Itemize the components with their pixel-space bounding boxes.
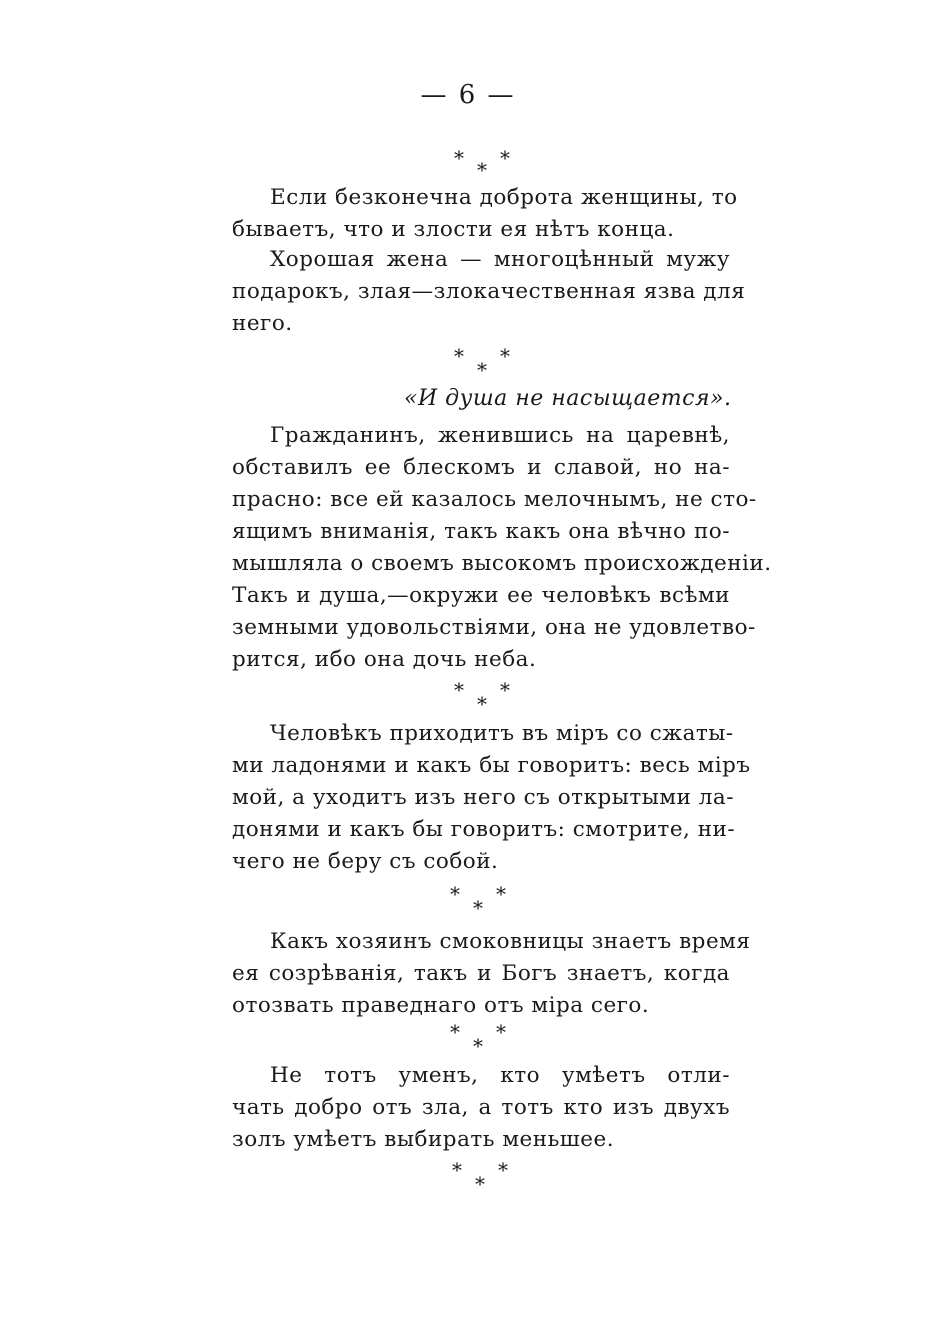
asterism-separator	[0, 346, 936, 386]
text-line: Хорошая жена — многоцѣнный мужу	[270, 247, 730, 272]
paragraph-6	[232, 1060, 730, 1156]
text-line: подарокъ, злая—злокачественная язва для	[232, 279, 746, 304]
text-line: ея созрѣванія, такъ и Богъ знаетъ, когда	[232, 961, 730, 986]
page-number: — 6 —	[420, 80, 516, 110]
text-line: прасно: все ей казалось мелочнымъ, не сто-	[232, 487, 757, 512]
text-line: обставилъ ее блескомъ и славой, но на-	[232, 455, 730, 480]
asterisk: *	[473, 896, 483, 920]
asterisk: *	[477, 358, 487, 382]
paragraph-5	[232, 926, 751, 1022]
asterisk: *	[450, 1020, 460, 1044]
asterism-separator	[0, 1022, 936, 1062]
text-line: Человѣкъ приходитъ въ міръ со сжаты-	[270, 721, 734, 746]
asterisk: *	[477, 692, 487, 716]
text-line: рится, ибо она дочь неба.	[232, 647, 537, 672]
text-line: мой, а уходитъ изъ него съ открытыми ла-	[232, 785, 735, 810]
text-line: Гражданинъ, женившись на царевнѣ,	[270, 423, 730, 448]
asterism-separator	[0, 1160, 936, 1200]
text-line: бываетъ, что и злости ея нѣтъ конца.	[232, 217, 675, 242]
text-line: Какъ хозяинъ смоковницы знаетъ время	[270, 929, 751, 954]
asterisk: *	[450, 882, 460, 906]
asterisk: *	[500, 344, 510, 368]
text-line: золъ умѣетъ выбирать меньшее.	[232, 1127, 615, 1152]
asterisk: *	[454, 146, 464, 170]
text-line: земными удовольствіями, она не удовлетво-	[232, 615, 756, 640]
asterisk: *	[454, 344, 464, 368]
asterisk: *	[473, 1034, 483, 1058]
asterisk: *	[496, 882, 506, 906]
text-line: отозвать праведнаго отъ міра сего.	[232, 993, 650, 1018]
text-line: донями и какъ бы говоритъ: смотрите, ни-	[232, 817, 736, 842]
text-line: ми ладонями и какъ бы говоритъ: весь міръ	[232, 753, 751, 778]
asterisk: *	[452, 1158, 462, 1182]
asterisk: *	[496, 1020, 506, 1044]
text-line: него.	[232, 311, 293, 336]
paragraph-1	[232, 182, 738, 246]
asterism-separator	[0, 884, 936, 924]
paragraph-4	[232, 718, 751, 878]
text-line: чего не беру съ собой.	[232, 849, 499, 874]
section-title: «И душа не насыщается».	[404, 386, 732, 411]
asterisk: *	[498, 1158, 508, 1182]
text-line: Если безконечна доброта женщины, то	[270, 185, 738, 210]
text-line: ящимъ вниманія, такъ какъ она вѣчно по-	[232, 519, 730, 544]
asterisk: *	[475, 1172, 485, 1196]
asterisk: *	[477, 158, 487, 182]
text-line: Не тотъ уменъ, кто умѣетъ отли-	[270, 1063, 730, 1088]
text-line: Такъ и душа,—окружи ее человѣкъ всѣми	[232, 583, 730, 608]
text-line: мышляла о своемъ высокомъ происхожденіи.	[232, 551, 772, 576]
text-line: чать добро отъ зла, а тотъ кто изъ двухъ	[232, 1095, 730, 1120]
asterism-separator	[0, 680, 936, 720]
paragraph-3	[232, 420, 772, 676]
paragraph-2	[232, 244, 746, 340]
asterisk: *	[500, 146, 510, 170]
asterisk: *	[500, 678, 510, 702]
asterisk: *	[454, 678, 464, 702]
